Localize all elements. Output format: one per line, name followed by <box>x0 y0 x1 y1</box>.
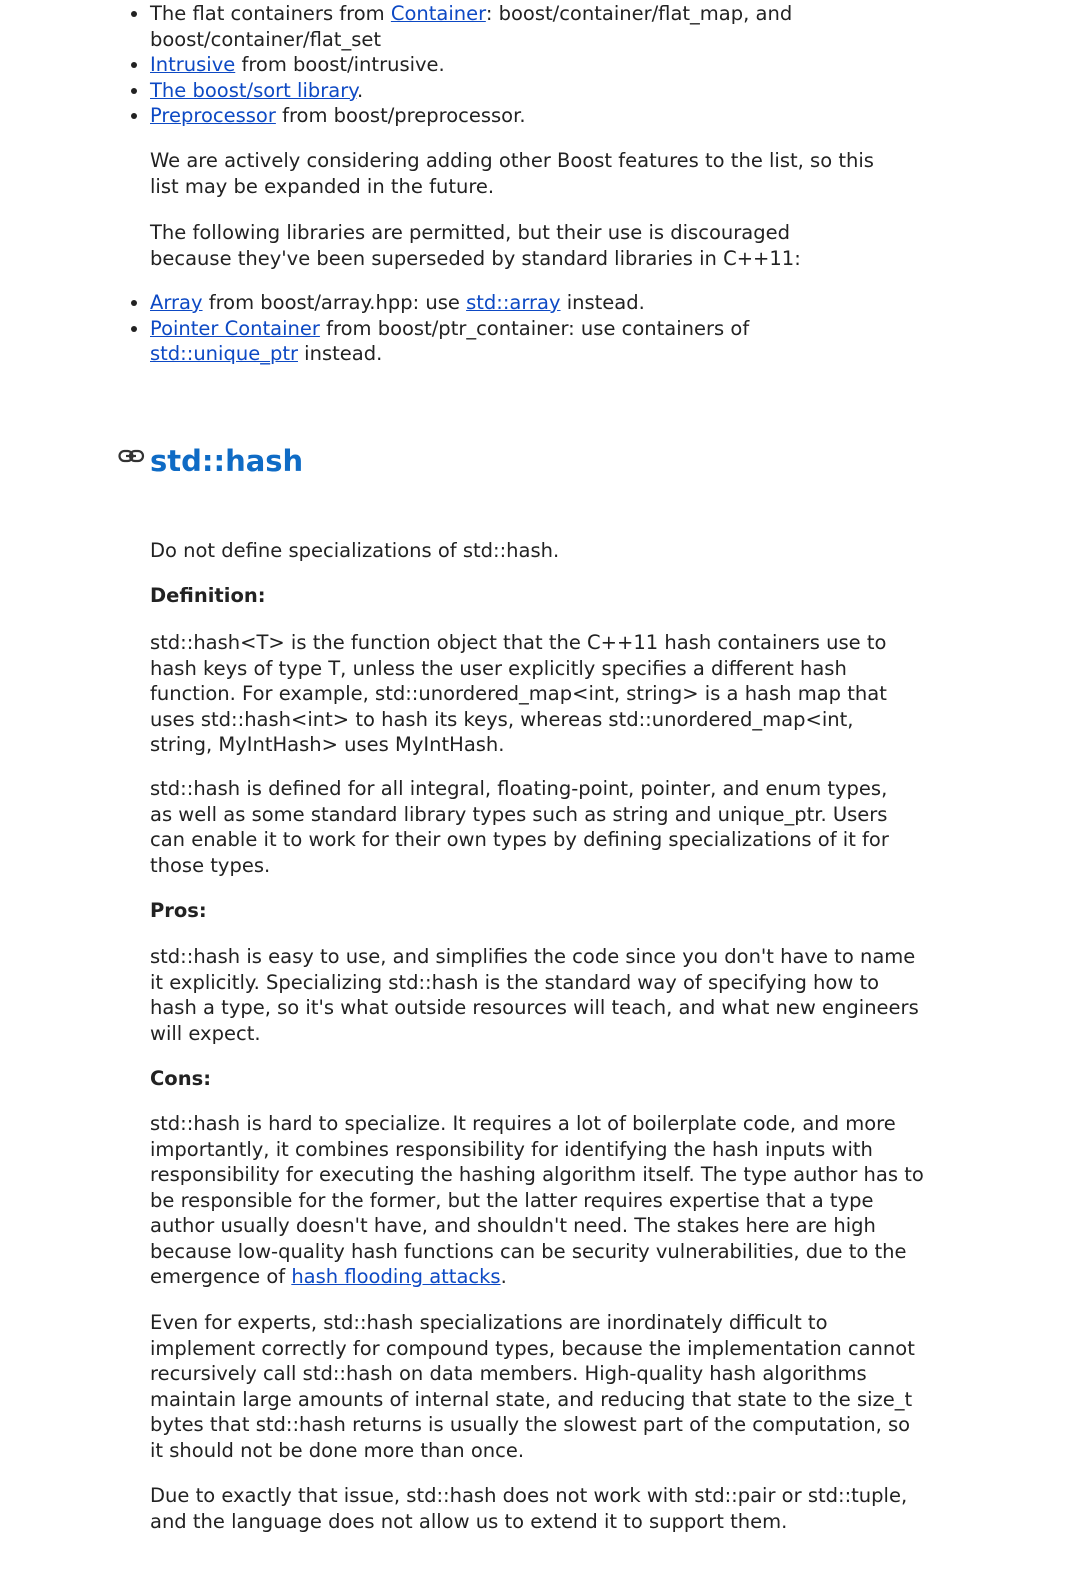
preprocessor-link[interactable]: Preprocessor <box>150 104 276 127</box>
list-item: • The boost/sort library. <box>150 78 930 104</box>
cons-label: Cons: <box>150 1067 211 1090</box>
list-item: • Array from boost/array.hpp: use std::array instead. <box>150 290 930 316</box>
pros-label: Pros: <box>150 899 207 922</box>
list-item: • Preprocessor from boost/preprocessor. <box>150 103 930 129</box>
section-heading <box>118 443 304 478</box>
summary-paragraph: Do not define specializations of std::hash. <box>150 539 560 562</box>
std-array-link[interactable]: std::array <box>466 291 561 314</box>
intrusive-link[interactable]: Intrusive <box>150 53 236 76</box>
pros-paragraph: std::hash is easy to use, and simplifies the code since you don't have to name it explicitly. Specializing std::hash is the standard way of specifying how to hash a type, so it's what outside resources will teach, and what new engineers will expect. <box>150 945 919 1045</box>
boost-permitted-list <box>150 1 930 129</box>
discouraged-intro: The following libraries are permitted, but their use is discouraged because they've been superseded by standard libraries in C++11: <box>150 221 801 270</box>
sort-library-link[interactable]: The boost/sort library <box>150 78 357 102</box>
definition-paragraph-2: std::hash is defined for all integral, floating-point, pointer, and enum types, as well as some standard library types such as string and unique_ptr. Users can enable it to work for their own types by defining specializations of it for those types. <box>150 777 889 877</box>
cons-paragraph-1: std::hash is hard to specialize. It requires a lot of boilerplate code, and more importantly, it combines responsibility for identifying the hash inputs with responsibility for executing the hashing algorithm itself. The type author has to be responsible for the former, but the latter requires expertise that a type author usually doesn't have, and shouldn't need. The stakes here are high because low-quality hash functions can be security vulnerabilities, due to the emergence of hash flooding attacks. <box>150 1112 924 1288</box>
definition-label: Definition: <box>150 584 266 607</box>
cons-paragraph-2: Even for experts, std::hash specializations are inordinately difficult to implement correctly for compound types, because the implementation cannot recursively call std::hash on data members. High-quality hash algorithms maintain large amounts of internal state, and reducing that state to the size_t bytes that std::hash returns is usually the slowest part of the computation, so it should not be done more than once. <box>150 1311 915 1462</box>
section-title: std::hash <box>150 444 304 478</box>
list-item: • Pointer Container from boost/ptr_container: use containers of std::unique_ptr instead. <box>150 316 790 367</box>
container-link[interactable]: Container <box>390 2 486 25</box>
hash-flooding-link[interactable]: hash flooding attacks <box>291 1265 501 1288</box>
std-unique-ptr-link[interactable]: std::unique_ptr <box>150 342 298 365</box>
list-item: • The flat containers from Container: boost/container/flat_map, and boost/container/flat_set <box>150 1 870 52</box>
array-link[interactable]: Array <box>150 291 203 314</box>
link-anchor-icon[interactable] <box>118 445 148 465</box>
definition-paragraph-1: std::hash<T> is the function object that the C++11 hash containers use to hash keys of type T, unless the user explicitly specifies a different hash function. For example, std::unordered_map<int, string> is a hash map that uses std::hash<int> to hash its keys, whereas std::unordered_map<int, string, MyIntHash> uses MyIntHash. <box>150 631 887 756</box>
discouraged-list <box>150 290 930 367</box>
considering-paragraph: We are actively considering adding other Boost features to the list, so this list may be expanded in the future. <box>150 149 874 198</box>
cons-paragraph-3: Due to exactly that issue, std::hash does not work with std::pair or std::tuple, and the language does not allow us to extend it to support them. <box>150 1484 908 1533</box>
list-item: • Intrusive from boost/intrusive. <box>150 52 930 78</box>
pointer-container-link[interactable]: Pointer Container <box>150 316 320 340</box>
